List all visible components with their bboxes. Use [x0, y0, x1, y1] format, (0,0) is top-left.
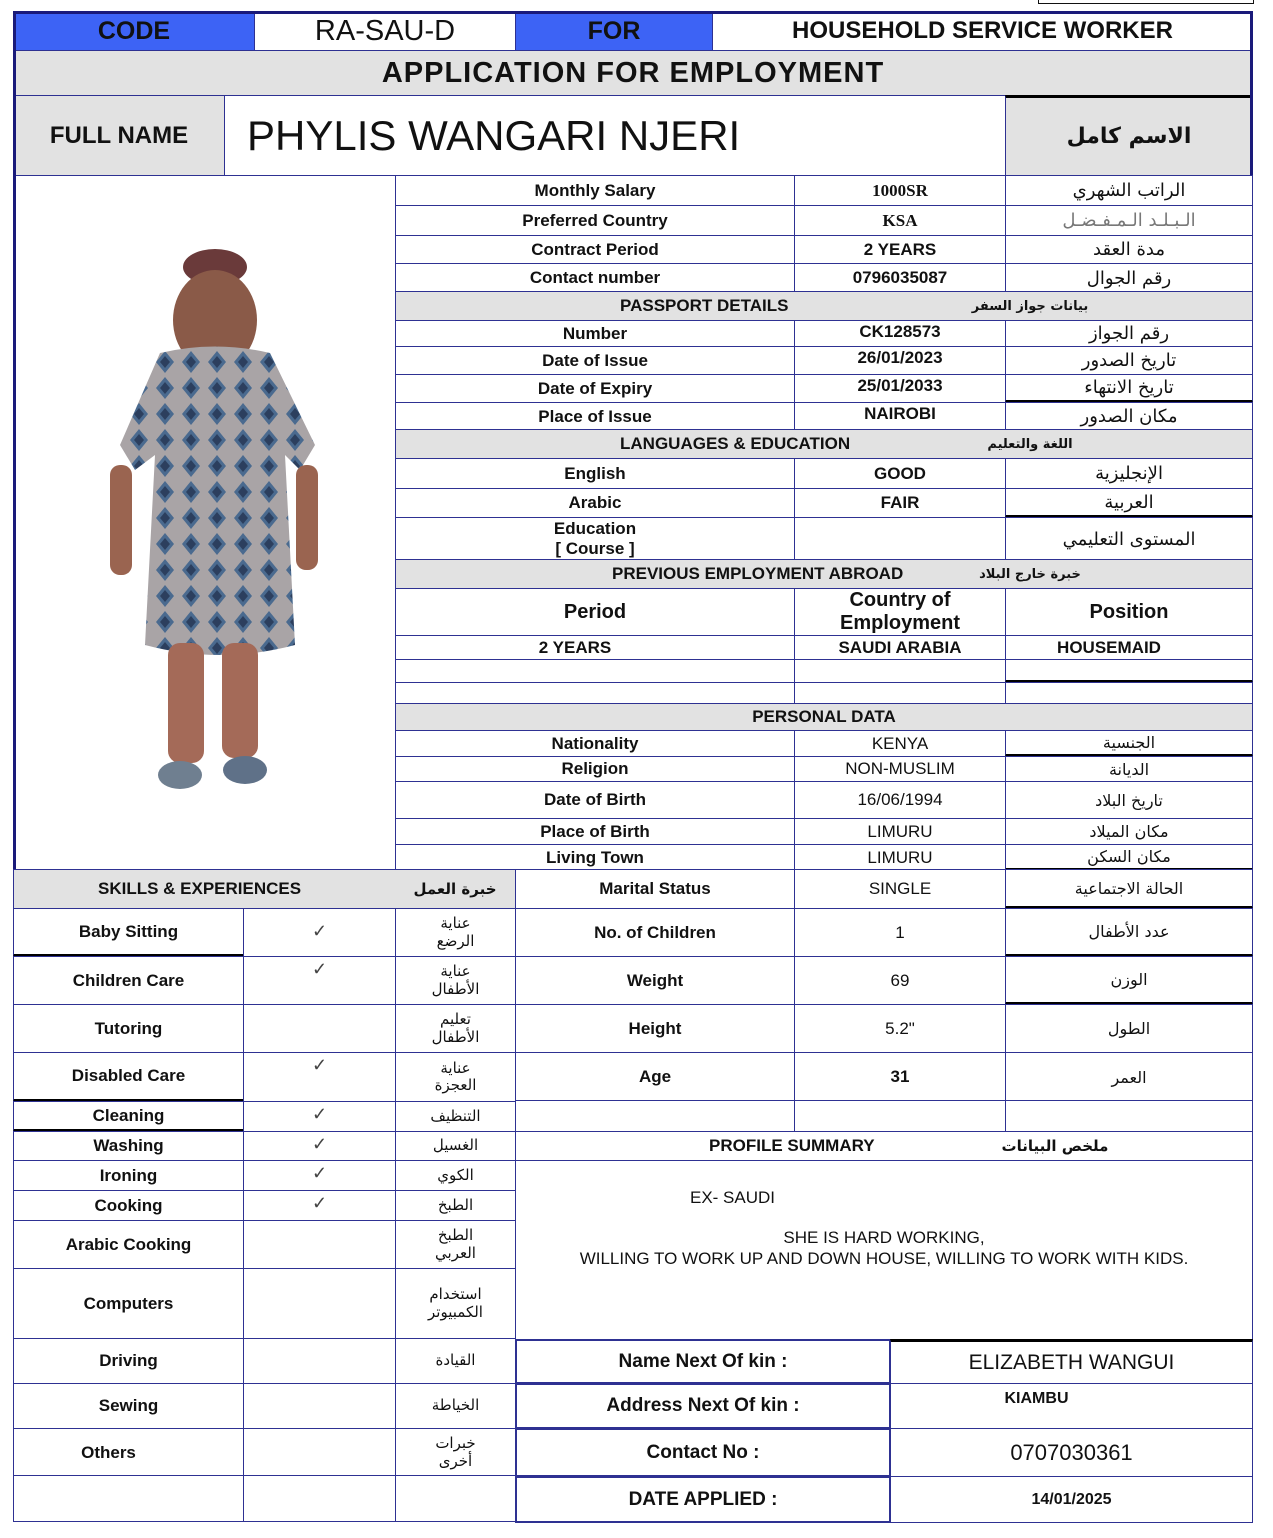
personal-value: SINGLE	[794, 869, 1006, 909]
prev-cell-period: 2 YEARS	[395, 635, 795, 660]
basic-value: KSA	[794, 205, 1006, 236]
right-arm	[296, 465, 318, 570]
for-label: FOR	[515, 11, 713, 51]
personal-label-ar: الحالة الاجتماعية	[1005, 869, 1253, 909]
skill-label: Cooking	[13, 1190, 244, 1221]
dress	[120, 347, 315, 656]
skills-title-ar: خبرة العمل	[413, 880, 497, 898]
prev-header-position: Position	[1005, 588, 1253, 636]
skill-label-ar: الكوي	[395, 1160, 516, 1191]
skill-label-ar: التنظيف	[395, 1101, 516, 1132]
languages-title: LANGUAGES & EDUCATION	[395, 429, 1253, 459]
skill-label: Others	[13, 1428, 244, 1477]
prev-cell-position: HOUSEMAID	[1005, 635, 1253, 660]
blank-cell	[515, 1100, 795, 1132]
blank-cell	[13, 1475, 244, 1522]
skill-label: Disabled Care	[13, 1052, 244, 1102]
skill-label-ar: عناية الرضع	[395, 908, 516, 957]
blank-cell	[1005, 1100, 1253, 1132]
personal-label-ar: مكان السكن	[1005, 844, 1253, 871]
personal-value: 69	[794, 956, 1006, 1005]
personal-value: 16/06/1994	[794, 781, 1006, 819]
skill-label-ar: الطبخ	[395, 1190, 516, 1221]
for-value: HOUSEHOLD SERVICE WORKER	[712, 11, 1253, 51]
personal-label-ar: تاريخ البلاد	[1005, 781, 1253, 819]
full-name-label-ar: الاسم كامل	[1005, 95, 1253, 176]
skill-label-ar: عناية الأطفال	[395, 956, 516, 1005]
skill-check	[243, 1338, 396, 1384]
passport-label-ar: مكان الصدور	[1005, 402, 1253, 431]
prev-cell-position	[1005, 682, 1253, 705]
skill-label-ar: عناية العجزة	[395, 1052, 516, 1102]
skill-label-ar: تعليم الأطفال	[395, 1004, 516, 1053]
passport-label: Place of Issue	[395, 402, 795, 431]
skill-label: Baby Sitting	[13, 908, 244, 957]
passport-label-ar: رقم الجواز	[1005, 320, 1253, 347]
language-label: English	[395, 458, 795, 489]
basic-value: 2 YEARS	[794, 235, 1006, 264]
prev-employment-title-ar: خبرة خارج البلاد	[979, 566, 1081, 582]
skill-check	[243, 1220, 396, 1269]
skill-label-ar: خبرات أخرى	[395, 1428, 516, 1477]
skill-label: Computers	[13, 1268, 244, 1339]
kin-value-2: 0707030361	[890, 1428, 1253, 1477]
personal-value: NON-MUSLIM	[794, 756, 1006, 782]
language-value: FAIR	[794, 488, 1006, 518]
skill-check: ✓	[243, 908, 396, 957]
code-value: RA-SAU-D	[254, 11, 516, 51]
full-name-label: FULL NAME	[13, 95, 225, 176]
personal-label-ar: الطول	[1005, 1004, 1253, 1053]
kin-value-1: KIAMBU	[890, 1383, 1253, 1429]
applicant-photo	[100, 245, 340, 800]
skill-label: Ironing	[13, 1160, 244, 1191]
passport-value: CK128573	[794, 320, 1006, 347]
language-label-ar: المستوى التعليمي	[1005, 517, 1253, 561]
kin-value-0: ELIZABETH WANGUI	[890, 1339, 1253, 1384]
right-shoe	[223, 756, 267, 784]
skill-label: Cleaning	[13, 1101, 244, 1132]
right-leg	[222, 643, 258, 758]
language-value	[794, 517, 1006, 561]
page-title: APPLICATION FOR EMPLOYMENT	[13, 50, 1253, 96]
personal-value: KENYA	[794, 730, 1006, 757]
skill-label-ar: الغسيل	[395, 1131, 516, 1161]
personal-label: No. of Children	[515, 908, 795, 957]
skill-check: ✓	[243, 1160, 396, 1191]
skill-label: Driving	[13, 1338, 244, 1384]
personal-label-ar: العمر	[1005, 1052, 1253, 1102]
blank-cell	[395, 1475, 516, 1522]
prev-cell-period	[395, 659, 795, 683]
basic-label-ar: رقم الجوال	[1005, 263, 1253, 293]
personal-value: LIMURU	[794, 844, 1006, 871]
basic-value: 0796035087	[794, 263, 1006, 293]
personal-label: Place of Birth	[395, 818, 795, 845]
kin-label-1: Address Next Of kin :	[515, 1383, 891, 1429]
kin-label-3: DATE APPLIED :	[515, 1476, 891, 1523]
skill-check	[243, 1428, 396, 1477]
skill-check	[243, 1383, 396, 1429]
skill-check: ✓	[243, 1052, 396, 1102]
left-shoe	[158, 761, 202, 789]
skill-label: Children Care	[13, 956, 244, 1005]
profile-line-2: SHE IS HARD WORKING,	[783, 1228, 985, 1247]
prev-cell-country	[794, 659, 1006, 683]
personal-label-ar: عدد الأطفال	[1005, 908, 1253, 957]
basic-label: Preferred Country	[395, 205, 795, 236]
skill-label-ar: استخدام الكمبيوتر	[395, 1268, 516, 1339]
full-name-value: PHYLIS WANGARI NJERI	[224, 95, 1006, 176]
basic-label: Contract Period	[395, 235, 795, 264]
language-label: Arabic	[395, 488, 795, 518]
passport-value: 25/01/2033	[794, 374, 1006, 403]
profile-title: PROFILE SUMMARY	[515, 1131, 1253, 1161]
personal-label-ar: الديانة	[1005, 756, 1253, 782]
personal-value: LIMURU	[794, 818, 1006, 845]
personal-value: 1	[794, 908, 1006, 957]
passport-label: Number	[395, 320, 795, 347]
skill-label: Sewing	[13, 1383, 244, 1429]
kin-value-3: 14/01/2025	[890, 1476, 1253, 1523]
prev-cell-country	[794, 682, 1006, 705]
passport-title-ar: بيانات جواز السفر	[971, 298, 1089, 314]
skill-label-ar: الطبخ العربي	[395, 1220, 516, 1269]
profile-line-1: EX- SAUDI	[690, 1188, 776, 1207]
skills-title: SKILLS & EXPERIENCES	[13, 869, 516, 909]
blank-cell	[794, 1100, 1006, 1132]
language-label-ar: العربية	[1005, 488, 1253, 518]
basic-label-ar: الراتب الشهري	[1005, 175, 1253, 206]
language-label-ar: الإنجليزية	[1005, 458, 1253, 489]
prev-cell-period	[395, 682, 795, 705]
passport-label-ar: تاريخ الانتهاء	[1005, 374, 1253, 403]
skill-check: ✓	[243, 1131, 396, 1161]
skill-check: ✓	[243, 1101, 396, 1132]
prev-employment-title: PREVIOUS EMPLOYMENT ABROAD	[395, 559, 1253, 589]
personal-value: 31	[794, 1052, 1006, 1102]
blank-cell	[243, 1475, 396, 1522]
prev-header-country: Country of Employment	[794, 588, 1006, 636]
personal-label: Religion	[395, 756, 795, 782]
top-corner-box	[1038, 0, 1254, 4]
passport-label-ar: تاريخ الصدور	[1005, 346, 1253, 375]
language-value: GOOD	[794, 458, 1006, 489]
passport-title: PASSPORT DETAILS	[395, 291, 1253, 321]
skill-label-ar: القيادة	[395, 1338, 516, 1384]
language-label: Education [ Course ]	[395, 517, 795, 561]
personal-label: Age	[515, 1052, 795, 1102]
left-leg	[168, 643, 204, 763]
left-arm	[110, 465, 132, 575]
basic-label: Monthly Salary	[395, 175, 795, 206]
skill-label: Tutoring	[13, 1004, 244, 1053]
skill-label: Washing	[13, 1131, 244, 1161]
basic-label-ar: الـبـلـد الـمـفـضـل	[1005, 205, 1253, 236]
personal-label-ar: مكان الميلاد	[1005, 818, 1253, 845]
passport-label: Date of Expiry	[395, 374, 795, 403]
languages-title-ar: اللغة والتعليم	[987, 436, 1073, 452]
basic-label-ar: مدة العقد	[1005, 235, 1253, 264]
prev-cell-position	[1005, 659, 1253, 683]
kin-label-2: Contact No :	[515, 1428, 891, 1477]
personal-label: Living Town	[395, 844, 795, 871]
personal-label-ar: الجنسية	[1005, 730, 1253, 757]
profile-title-ar: ملخص البيانات	[1001, 1137, 1109, 1155]
passport-value: NAIROBI	[794, 402, 1006, 431]
kin-label-0: Name Next Of kin :	[515, 1339, 891, 1384]
skill-label: Arabic Cooking	[13, 1220, 244, 1269]
basic-label: Contact number	[395, 263, 795, 293]
passport-label: Date of Issue	[395, 346, 795, 375]
personal-label: Marital Status	[515, 869, 795, 909]
skill-check	[243, 1268, 396, 1339]
personal-value: 5.2"	[794, 1004, 1006, 1053]
personal-label: Date of Birth	[395, 781, 795, 819]
personal-label-ar: الوزن	[1005, 956, 1253, 1005]
prev-cell-country: SAUDI ARABIA	[794, 635, 1006, 660]
skill-check	[243, 1004, 396, 1053]
personal-label: Height	[515, 1004, 795, 1053]
skill-label-ar: الخياطة	[395, 1383, 516, 1429]
skill-check: ✓	[243, 956, 396, 1005]
skill-check: ✓	[243, 1190, 396, 1221]
personal-title: PERSONAL DATA	[395, 703, 1253, 731]
passport-value: 26/01/2023	[794, 346, 1006, 375]
profile-line-3: WILLING TO WORK UP AND DOWN HOUSE, WILLING TO WORK WITH KIDS.	[579, 1249, 1189, 1268]
personal-label: Weight	[515, 956, 795, 1005]
prev-header-period: Period	[395, 588, 795, 636]
basic-value: 1000SR	[794, 175, 1006, 206]
personal-label: Nationality	[395, 730, 795, 757]
code-label: CODE	[13, 11, 255, 51]
